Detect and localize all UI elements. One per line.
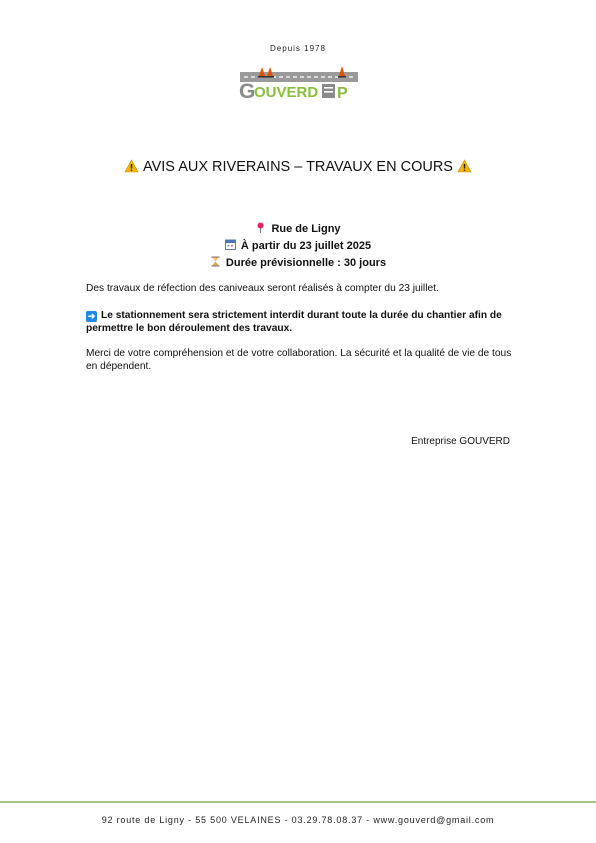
svg-text:G: G xyxy=(239,80,256,102)
works-paragraph: Des travaux de réfection des caniveaux seront réalisés à compter du 23 juillet. xyxy=(86,283,439,294)
signature: Entreprise GOUVERD xyxy=(411,436,510,447)
svg-text:P: P xyxy=(337,85,348,102)
parking-notice-text: Le stationnement sera strictement interdit durant toute la durée du chantier afin de permettre le bon déroulement des travaux. xyxy=(86,310,502,334)
footer-contact: 92 route de Ligny - 55 500 VELAINES - 03.29.78.08.37 - www.gouverd@gmail.com xyxy=(101,815,495,825)
warning-icon xyxy=(124,159,139,177)
duration-line xyxy=(0,255,596,272)
svg-text:OUVERD: OUVERD xyxy=(254,84,319,101)
thanks-paragraph: Merci de votre compréhension et de votre collaboration. La sécurité et la qualité de vie de tous en dépendent. xyxy=(86,348,512,372)
notice-info xyxy=(0,221,596,272)
footer-divider xyxy=(0,801,596,803)
title-text: AVIS AUX RIVERAINS – TRAVAUX EN COURS xyxy=(143,159,453,175)
hourglass-icon xyxy=(210,256,221,267)
street-line xyxy=(0,221,596,238)
warning-icon xyxy=(457,159,472,177)
start-line xyxy=(0,238,596,255)
street-text: Rue de Ligny xyxy=(271,223,341,235)
parking-notice xyxy=(86,309,512,335)
right-arrow-icon: ➜ xyxy=(87,311,96,321)
notice-title xyxy=(0,159,596,177)
company-logo xyxy=(238,64,362,102)
since-tagline: Depuis 1978 xyxy=(270,44,326,53)
start-text: À partir du 23 juillet 2025 xyxy=(240,240,372,252)
calendar-icon xyxy=(225,239,236,250)
duration-text: Durée prévisionnelle : 30 jours xyxy=(225,257,387,269)
pin-icon xyxy=(255,222,266,233)
